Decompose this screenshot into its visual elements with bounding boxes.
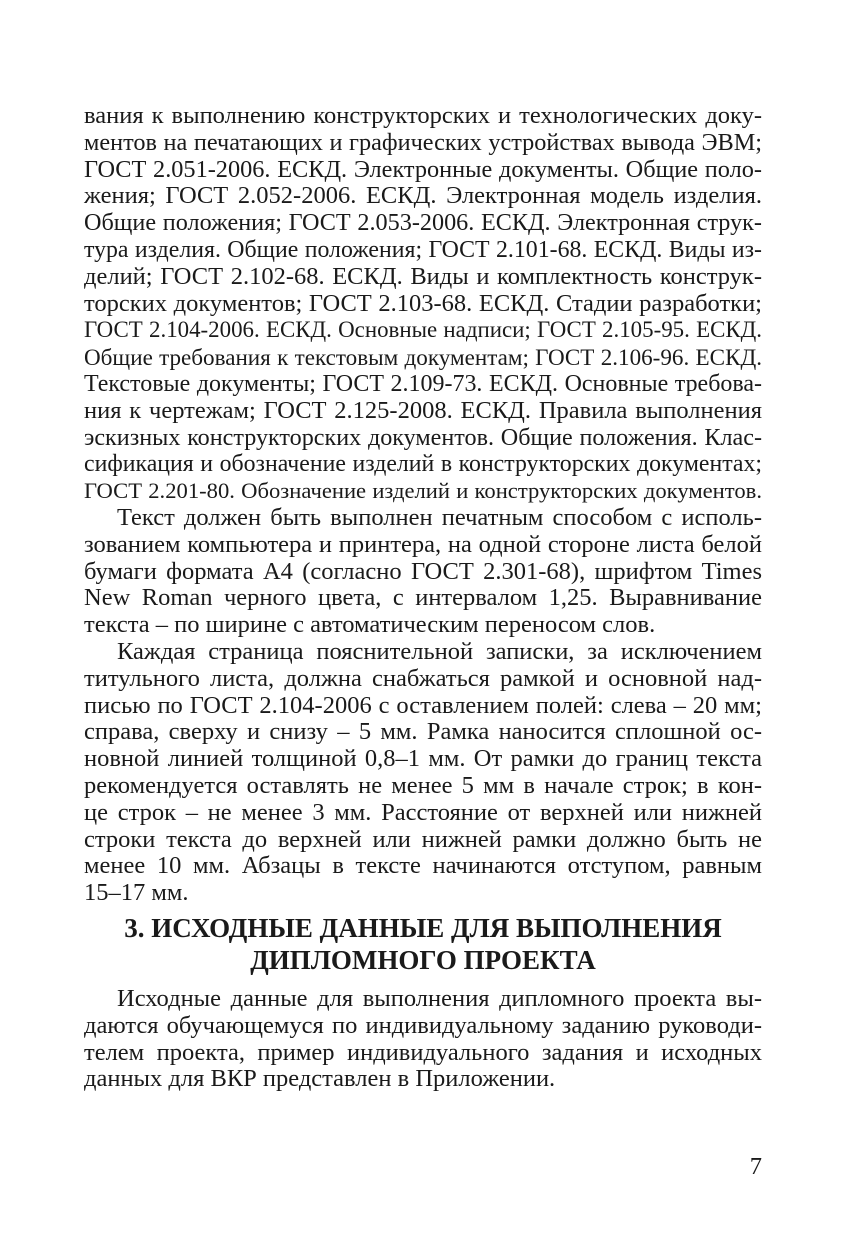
section-heading-line-1: 3. ИСХОДНЫЕ ДАННЫЕ ДЛЯ ВЫПОЛНЕНИЯ (124, 913, 722, 943)
text-line: ГОСТ 2.201-80. Обозначение изделий и конструкторских документов. (84, 478, 762, 504)
text-line: делий; ГОСТ 2.102-68. ЕСКД. Виды и комплектность конструк- (84, 262, 762, 290)
paragraph-text-format (84, 505, 762, 639)
text-line: 15–17 мм. (84, 879, 189, 907)
section-heading (84, 912, 762, 976)
text-line: бумаги формата А4 (согласно ГОСТ 2.301-68), шрифтом Times (84, 557, 762, 585)
text-line: рекомендуется оставлять не менее 5 мм в начале строк; в кон- (84, 771, 762, 799)
text-line: ния к чертежам; ГОСТ 2.125-2008. ЕСКД. Правила выполнения (84, 396, 762, 424)
text-line: Исходные данные для выполнения дипломного проекта вы- (117, 985, 762, 1012)
text-line: New Roman черного цвета, с интервалом 1,25. Выравнивание (84, 584, 762, 612)
text-line: эскизных конструкторских документов. Общие положения. Клас- (84, 423, 762, 451)
text-line: Текст должен быть выполнен печатным способом с исполь- (117, 504, 762, 531)
text-line: зованием компьютера и принтера, на одной стороне листа белой (84, 530, 762, 558)
paragraph-standards-list (84, 103, 762, 505)
text-line: телем проекта, пример индивидуального задания и исходных (84, 1038, 762, 1066)
text-line: титульного листа, должна снабжаться рамкой и основной над- (84, 664, 762, 692)
text-line: Общие требования к текстовым документам; ГОСТ 2.106-96. ЕСКД. (84, 344, 762, 371)
text-line: це строк – не менее 3 мм. Расстояние от верхней или нижней (84, 798, 762, 826)
text-line: новной линией толщиной 0,8–1 мм. От рамки до границ текста (84, 745, 762, 773)
text-line: сификация и обозначение изделий в конструкторских документах; (84, 451, 762, 478)
text-line: менее 10 мм. Абзацы в тексте начинаются отступом, равным (84, 852, 762, 880)
text-line: ментов на печатающих и графических устройствах вывода ЭВМ; (84, 128, 762, 156)
text-line: данных для ВКР представлен в Приложении. (84, 1065, 556, 1093)
text-line: вания к выполнению конструкторских и технологических доку- (84, 102, 762, 129)
text-line: даются обучающемуся по индивидуальному заданию руководи- (84, 1011, 762, 1039)
section-heading-line-2: ДИПЛОМНОГО ПРОЕКТА (250, 945, 596, 975)
text-line: текста – по ширине с автоматическим переносом слов. (84, 611, 656, 639)
text-line: торских документов; ГОСТ 2.103-68. ЕСКД. Стадии разработки; (84, 289, 762, 317)
text-line: справа, сверху и снизу – 5 мм. Рамка наносится сплошной ос- (84, 718, 762, 746)
text-line: Каждая страница пояснительной записки, за исключением (117, 638, 762, 665)
text-line: Общие положения; ГОСТ 2.053-2006. ЕСКД. Электронная струк- (84, 209, 762, 237)
text-line: ГОСТ 2.051-2006. ЕСКД. Электронные документы. Общие поло- (84, 155, 762, 183)
text-line: ГОСТ 2.104-2006. ЕСКД. Основные надписи; ГОСТ 2.105-95. ЕСКД. (84, 317, 762, 343)
text-line: строки текста до верхней или нижней рамки должно быть не (84, 825, 762, 853)
text-line: Текстовые документы; ГОСТ 2.109-73. ЕСКД. Основные требова- (84, 370, 762, 397)
text-line: писью по ГОСТ 2.104-2006 с оставлением полей: слева – 20 мм; (84, 691, 762, 719)
paragraph-page-frame (84, 639, 762, 907)
text-line: жения; ГОСТ 2.052-2006. ЕСКД. Электронная модель изделия. (84, 182, 762, 210)
paragraph-initial-data (84, 986, 762, 1093)
page-number: 7 (749, 1153, 762, 1180)
text-line: тура изделия. Общие положения; ГОСТ 2.101-68. ЕСКД. Виды из- (84, 236, 762, 263)
